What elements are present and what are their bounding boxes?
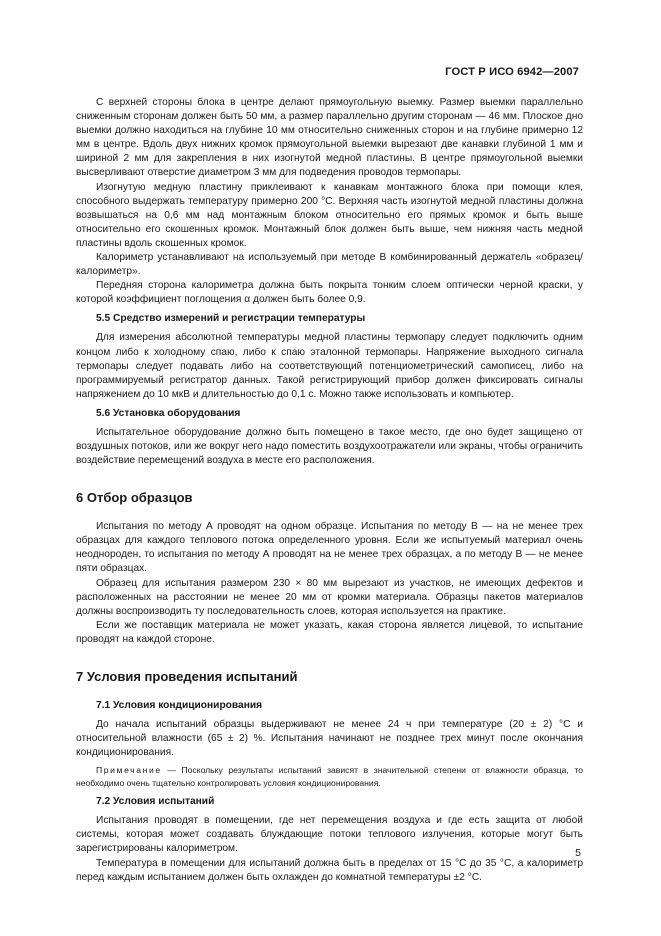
note-label: Примечание (96, 765, 162, 776)
document-header: ГОСТ Р ИСО 6942—2007 (445, 66, 579, 78)
subsection-heading-7-2: 7.2 Условия испытаний (96, 796, 215, 808)
note (76, 764, 583, 790)
document-body (76, 96, 583, 885)
paragraph: Для измерения абсолютной температуры медной пластины термопару следует подключить одним концом либо к холодному спаю, либо к спаю эталонной термопары. Напряжение выходного сигнала термопары следует подавать либо на соответствующий потенциометрический самописец, либо на программируемый регистратор данных. Такой регистрирующий прибор должен фиксировать сигналы напряжением до 10 мкВ и длительностью до 0,1 с. Можно также использовать и компьютер. (76, 332, 583, 400)
paragraph: Образец для испытания размером 230 × 80 мм вырезают из участков, не имеющих дефектов и расположенных на расстоянии не менее 20 мм от кромки материала. Образцы пакетов материалов должны воспроизводить ту последовательность слоев, которая используется на практике. (76, 577, 583, 617)
subsection-heading-5-5: 5.5 Средство измерений и регистрации температуры (96, 313, 366, 325)
paragraph: С верхней стороны блока в центре делают прямоугольную выемку. Размер выемки параллельно сниженным сторонам должен быть 50 мм, а размер параллельно другим сторонам — 46 мм. Плоское дно выемки должно находиться на глубине 10 мм относительно сниженных сторон и на глубине примерно 12 мм в центре. Вдоль двух нижних кромок прямоугольной выемки вырезают две канавки глубиной 1 мм и шириной 2 мм для закрепления в них изогнутой медной пластины. В центре прямоугольной выемки высверливают отверстие диаметром 3 мм для подведения проводов термопары. (76, 97, 583, 179)
subsection-heading-5-6: 5.6 Установка оборудования (96, 407, 241, 419)
section-heading-7: 7 Условия проведения испытаний (76, 669, 298, 684)
paragraph: Изогнутую медную пластину приклеивают к канавкам монтажного блока при помощи клея, способного выдержать температуру примерно 200 °С. Верхняя часть изогнутой медной пластины должна возвышаться на 0,6 мм над монтажным блоком относительно его прямых кромок и быть выше относительно его скошенных кромок. Монтажный блок должен быть выше, чем нижняя часть медной пластины вдоль скошенных кромок. (76, 181, 583, 249)
paragraph: Испытания проводят в помещении, где нет перемещения воздуха и где есть защита от любой системы, которая может создавать блуждающие потоки теплового излучения, которые могут быть зарегистрированы калориметром. (76, 815, 583, 855)
paragraph: Передняя сторона калориметра должна быть покрыта тонким слоем оптически черной краски, у которой коэффициент поглощения α должен быть более 0,9. (76, 280, 583, 306)
paragraph: Испытательное оборудование должно быть помещено в такое место, где оно будет защищено от воздушных потоков, или же вокруг него надо поместить воздухоотражатели или экраны, чтобы ограничить воздействие перемещений воздуха в месте его расположения. (76, 426, 583, 467)
paragraph: Температура в помещении для испытаний должна быть в пределах от 15 °С до 35 °С, а калориметр перед каждым испытанием должен быть охлажден до комнатной температуры ±2 °С. (76, 857, 583, 883)
page-number: 5 (575, 847, 581, 859)
paragraph: До начала испытаний образцы выдерживают не менее 24 ч при температуре (20 ± 2) °С и относительной влажности (65 ± 2) %. Испытания начинают не позднее трех минут после окончания кондиционирования. (76, 719, 583, 759)
note-text: — Поскольку результаты испытаний зависят в значительной степени от влажности образца, то необходимо очень тщательно контролировать условия кондиционирования. (76, 765, 583, 789)
paragraph: Испытания по методу А проводят на одном образце. Испытания по методу В — на не менее трех образцах для каждого теплового потока определенного уровня. Если же испытуемый материал очень неоднороден, то испытания по методу А проводят на не менее трех образцах, а по методу В — не менее пяти образцах. (76, 521, 583, 575)
paragraph: Если же поставщик материала не может указать, какая сторона является лицевой, то испытание проводят на каждой стороне. (76, 619, 583, 645)
paragraph: Калориметр устанавливают на используемый при методе В комбинированный держатель «образец/калориметр». (76, 252, 583, 278)
subsection-heading-7-1: 7.1 Условия кондиционирования (96, 700, 263, 711)
section-heading-6: 6 Отбор образцов (76, 490, 193, 506)
